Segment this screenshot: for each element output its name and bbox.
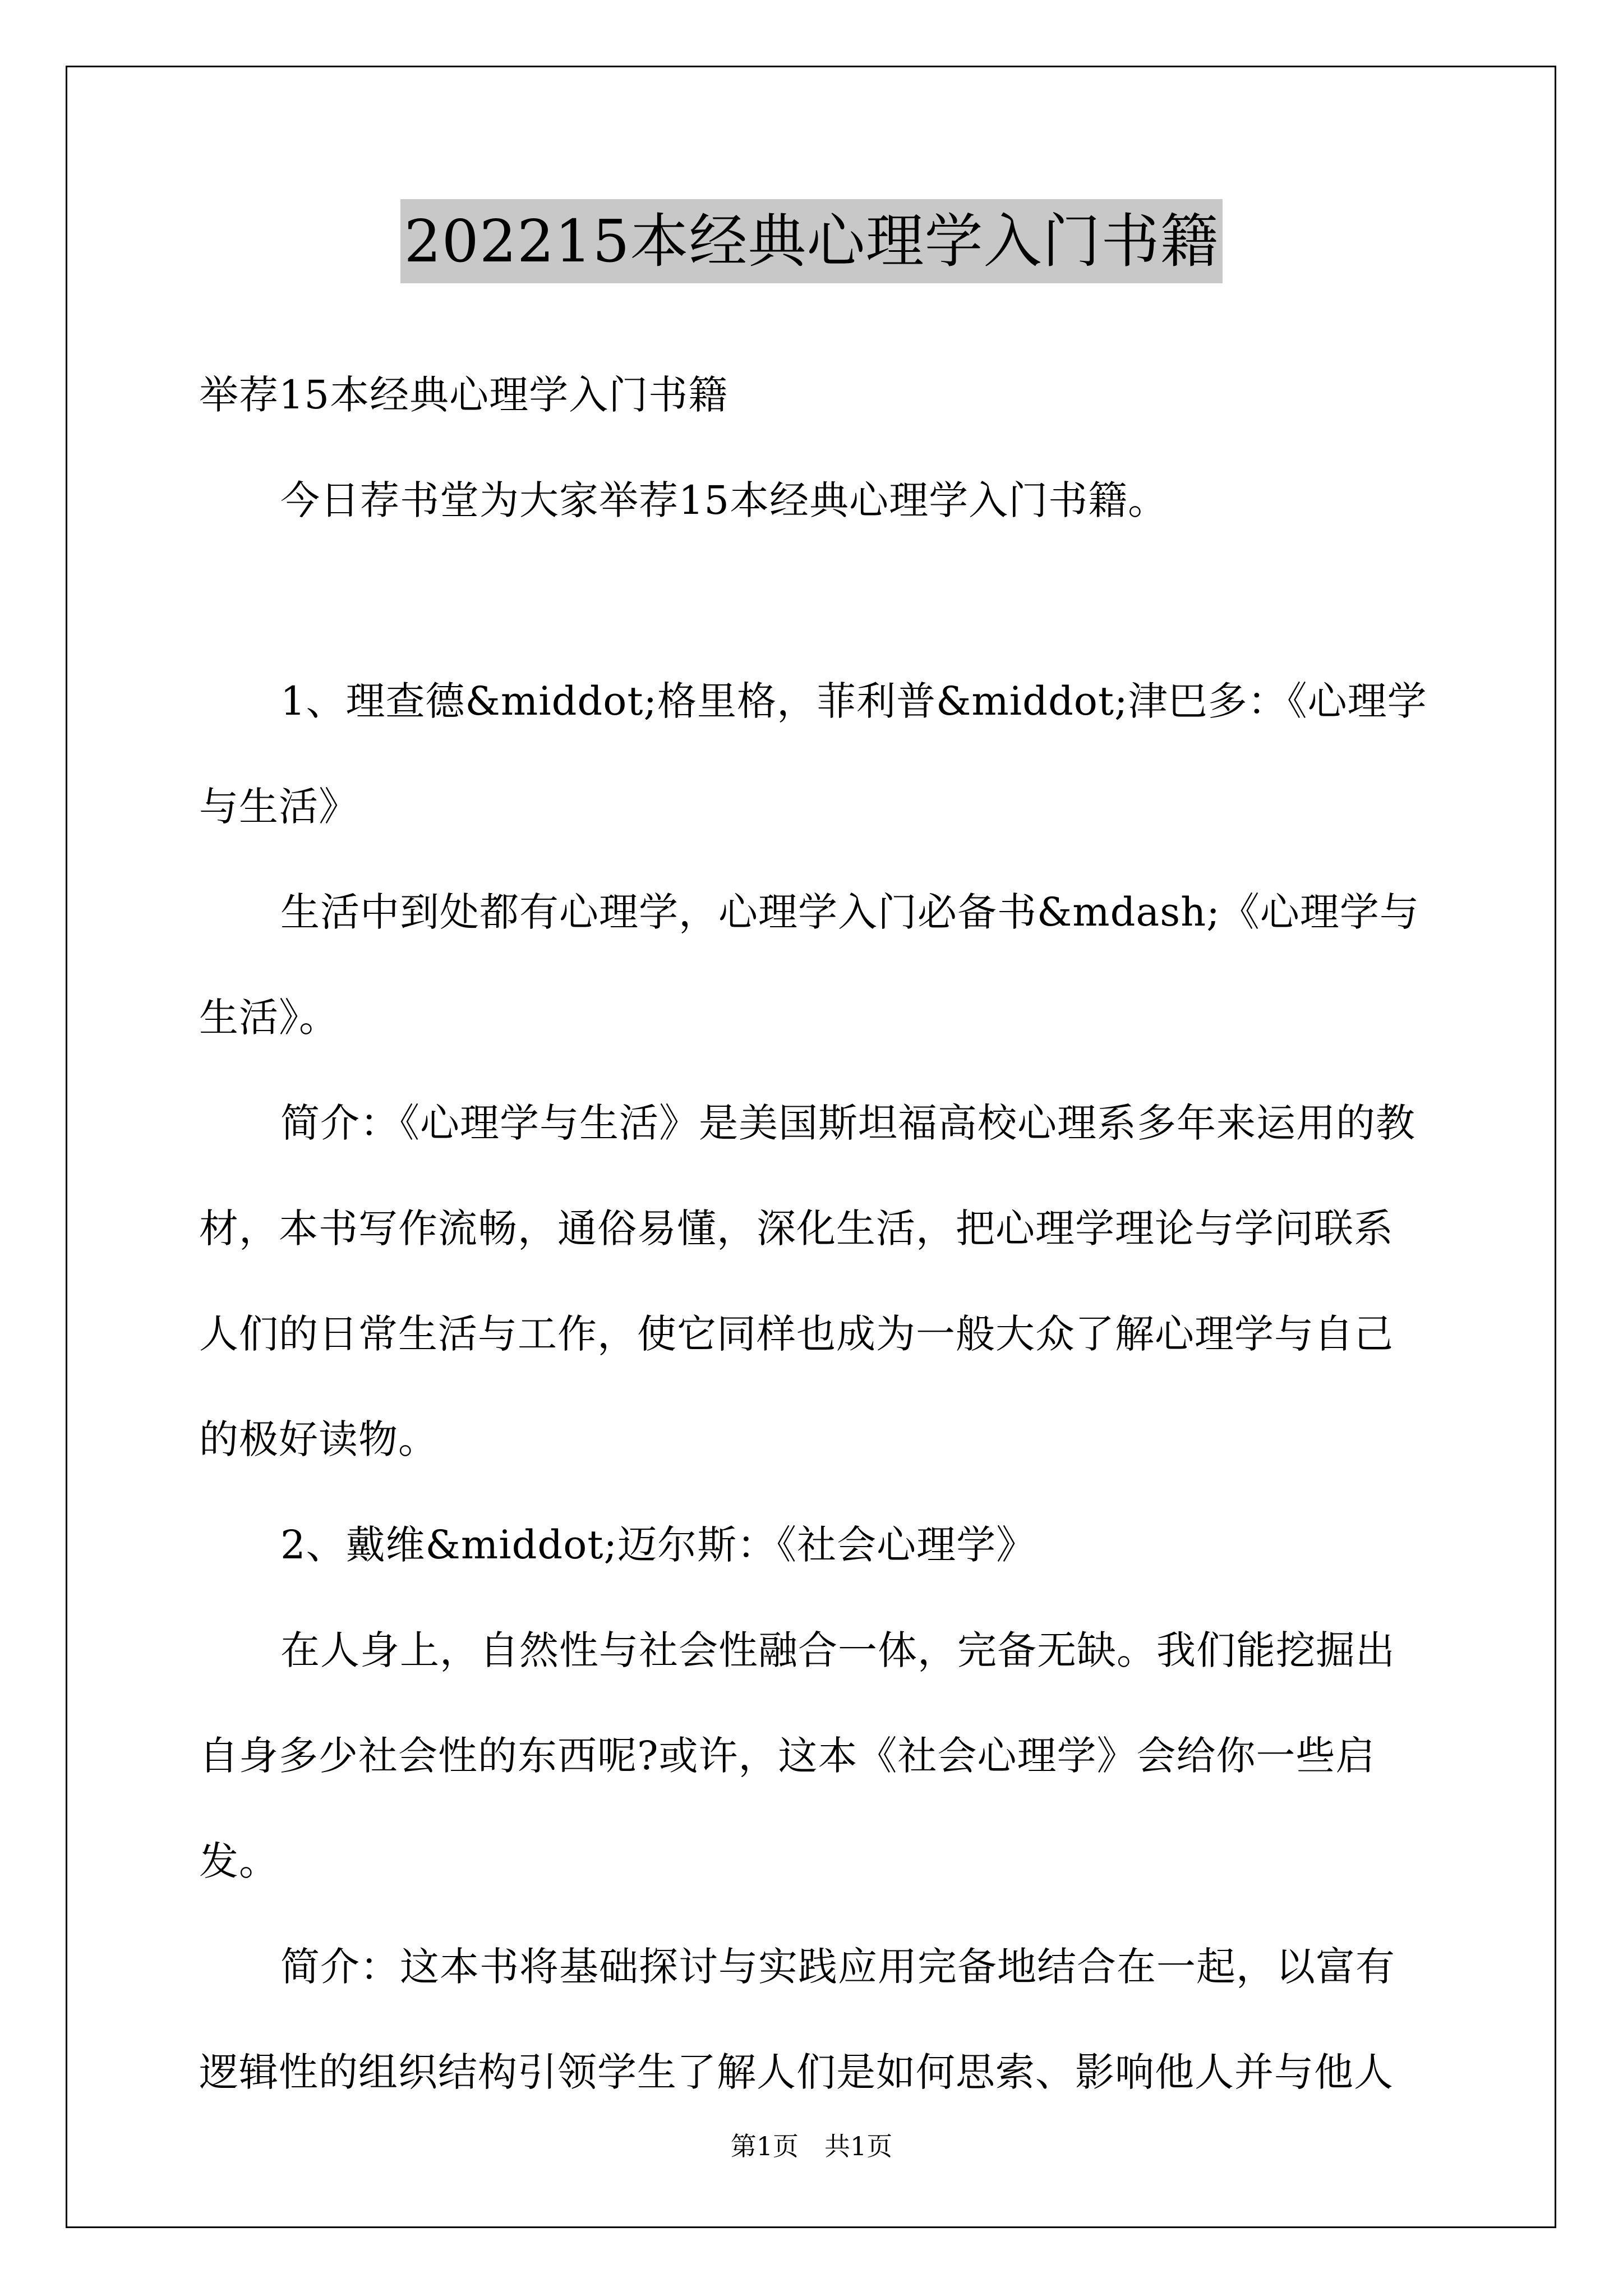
book-1-tagline: 生活中到处都有心理学，心理学入门必备书&mdash;《心理学与生活》。 (199, 889, 1419, 1041)
book-1-summary: 简介：《心理学与生活》是美国斯坦福高校心理系多年来运用的教材，本书写作流畅，通俗易懂，深化生活，把心理学理论与学问联系人们的日常生活与工作，使它同样也成为一般大众了解心理学与自己的极好读物。 (199, 1100, 1415, 1462)
document-body (199, 342, 1433, 2125)
document-title: 202215本经典心理学入门书籍 (400, 199, 1222, 283)
book-2-heading: 2、戴维&middot;迈尔斯：《社会心理学》 (280, 1522, 1036, 1568)
paragraph-spacer (199, 553, 1433, 648)
intro-heading: 举荐15本经典心理学入门书籍 (199, 372, 728, 418)
title-container (0, 199, 1623, 283)
intro-paragraph: 今日荐书堂为大家举荐15本经典心理学入门书籍。 (280, 477, 1168, 523)
book-2-tagline: 在人身上，自然性与社会性融合一体，完备无缺。我们能挖掘出自身多少社会性的东西呢?或许，这本《社会心理学》会给你一些启发。 (199, 1627, 1395, 1884)
page-footer: 第1页 共1页 (730, 2131, 893, 2161)
book-1-heading: 1、理查德&middot;格里格，菲利普&middot;津巴多：《心理学与生活》 (199, 678, 1427, 830)
book-2-summary: 简介：这本书将基础探讨与实践应用完备地结合在一起，以富有逻辑性的组织结构引领学生了解人们是如何思索、影响他人并与他人 (199, 1944, 1395, 2095)
